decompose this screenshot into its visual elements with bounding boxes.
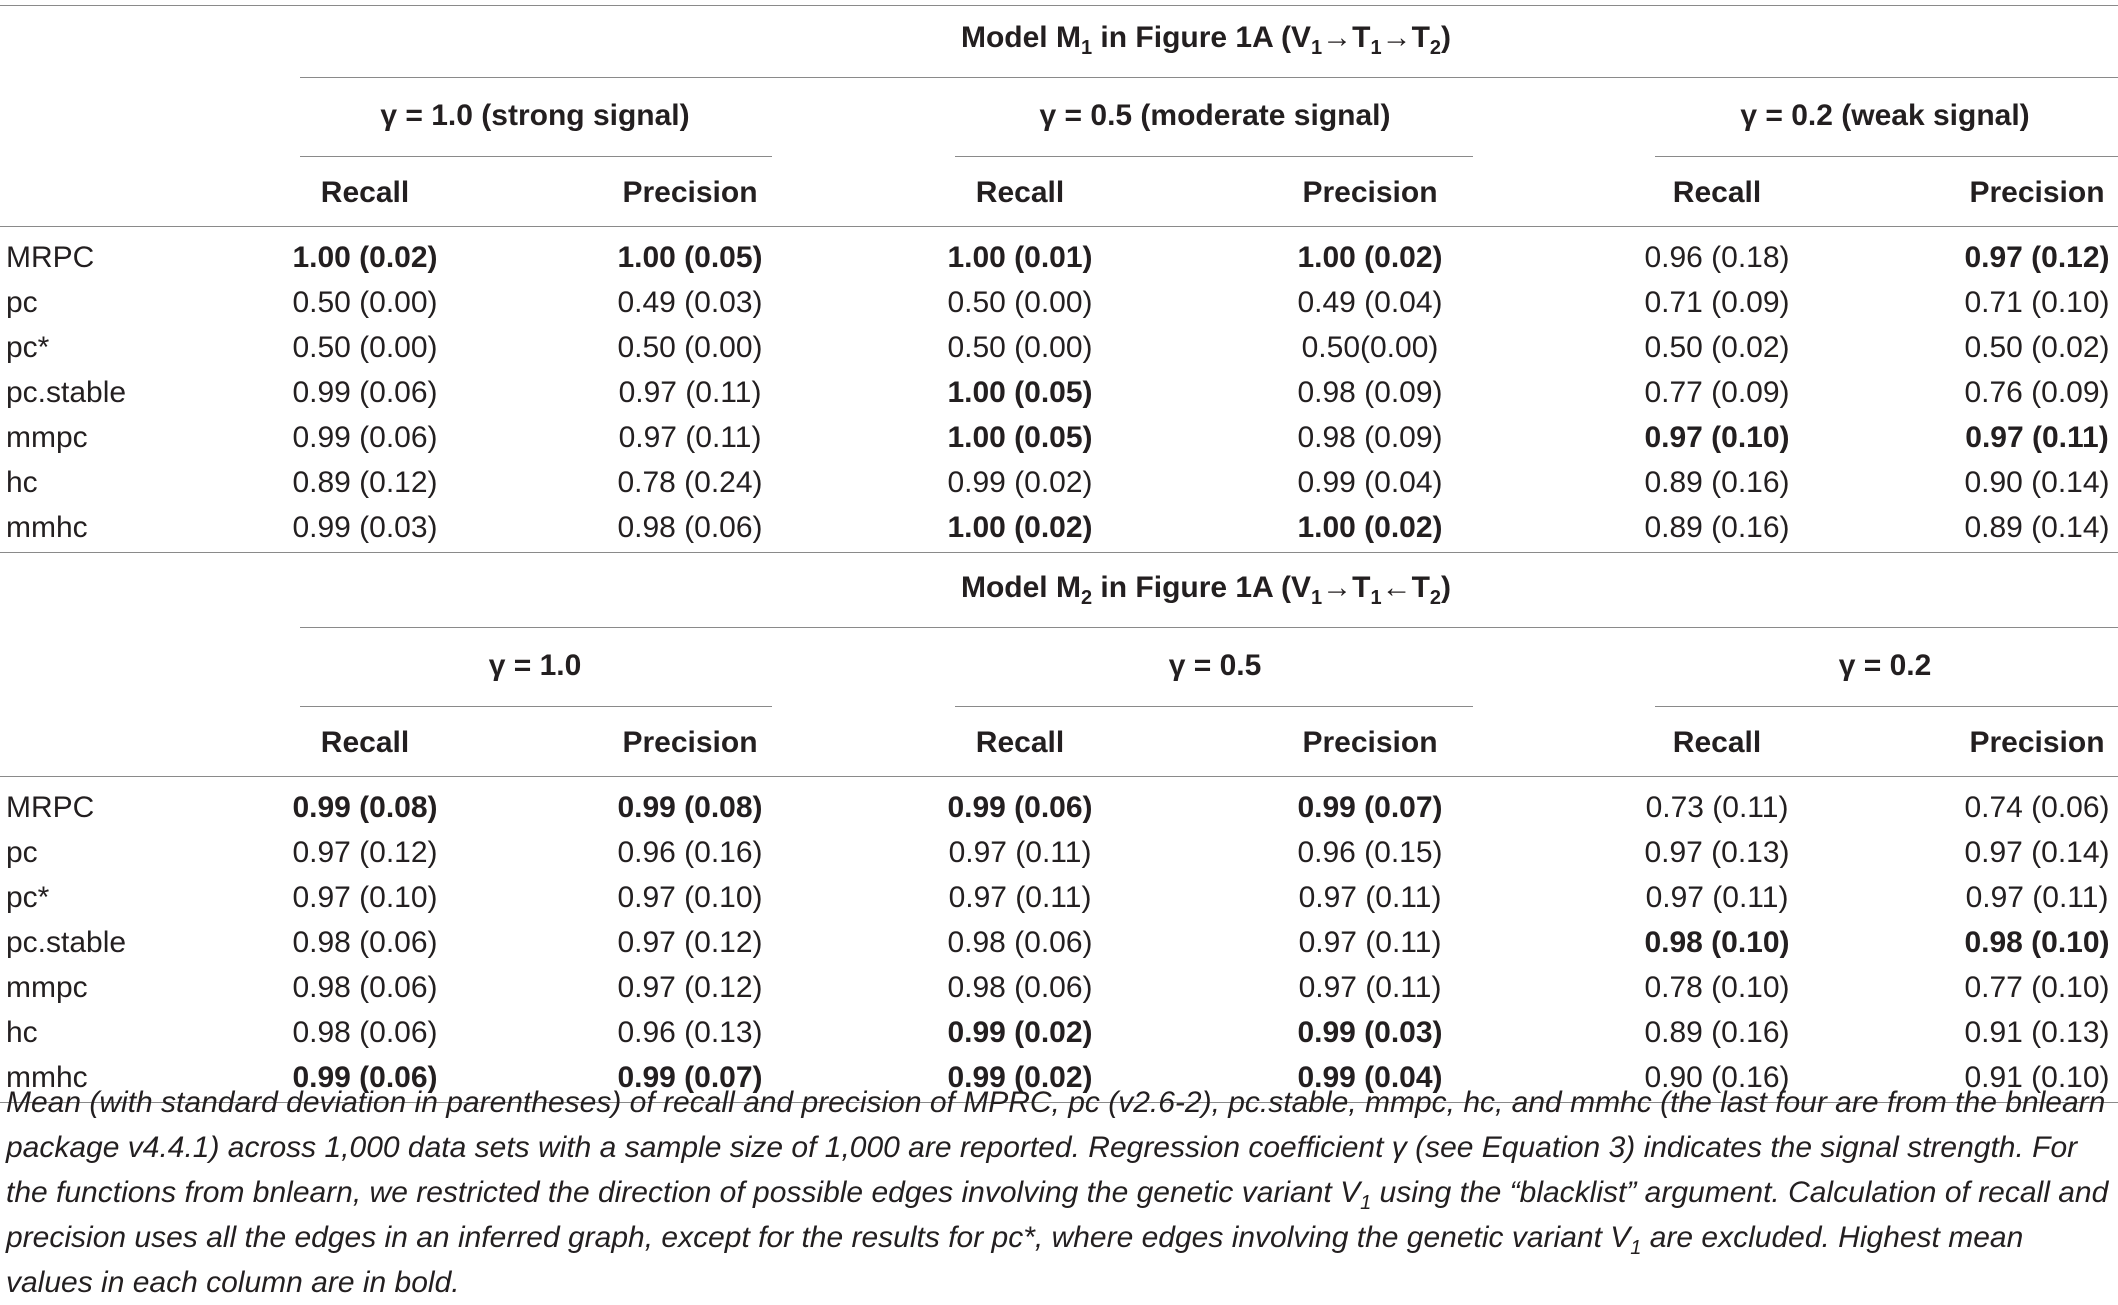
section-title-part: 1: [1080, 37, 1093, 59]
table-cell: 0.97 (0.10): [292, 881, 438, 914]
table-cell: 0.71 (0.10): [1964, 286, 2110, 319]
section-title-part: ): [1441, 21, 1452, 54]
column-header-precision: Precision: [1969, 726, 2105, 759]
table-cell: 0.98 (0.06): [947, 926, 1093, 959]
section-bottom-rule: [0, 552, 2118, 553]
table-top-rule: [0, 5, 2118, 6]
table-cell: 0.90 (0.14): [1964, 466, 2110, 499]
section-title-part: 1: [1370, 37, 1382, 59]
table-cell: 0.99 (0.03): [1297, 1016, 1443, 1049]
table-cell: 0.50 (0.00): [947, 331, 1093, 364]
table-cell: 1.00 (0.02): [1297, 511, 1443, 544]
table-cell: 0.98 (0.09): [1297, 421, 1443, 454]
table-cell: 0.50 (0.00): [947, 286, 1093, 319]
method-label: MRPC: [6, 791, 95, 824]
table-cell: 0.99 (0.04): [1297, 1061, 1443, 1094]
table-cell: 0.99 (0.07): [1297, 791, 1443, 824]
section-title-rule: [300, 77, 2118, 78]
table-cell: 0.97 (0.12): [1964, 241, 2110, 274]
method-label: pc: [6, 836, 38, 869]
section-title-2: [960, 570, 1452, 609]
column-header-precision: Precision: [1302, 726, 1438, 759]
footnote-text-2: using the “blacklist” argument. Calculation of recall and precision uses all the edges in an inferred graph, except for the results for pc*, where edges involving the genetic variant V: [6, 1176, 2109, 1254]
table-cell: 0.96 (0.15): [1297, 836, 1443, 869]
table-cell: 0.98 (0.06): [292, 971, 438, 1004]
table-cell: 0.71 (0.09): [1644, 286, 1790, 319]
table-cell: 1.00 (0.02): [947, 511, 1093, 544]
section-title-rule: [300, 627, 2118, 628]
column-header-precision: Precision: [622, 176, 758, 209]
table-cell: 0.90 (0.16): [1644, 1061, 1790, 1094]
section-title-part: Model M: [960, 21, 1081, 54]
section-title-part: 1: [1370, 587, 1382, 609]
column-header-rule: [0, 226, 2118, 227]
column-header-recall: Recall: [1672, 726, 1762, 759]
table-cell: 0.98 (0.06): [947, 971, 1093, 1004]
column-header-recall: Recall: [1672, 176, 1762, 209]
footnote-text-3: are excluded. Highest mean values in each column are in bold.: [6, 1221, 2024, 1299]
table-cell: 0.97 (0.13): [1644, 836, 1790, 869]
table-cell: 0.77 (0.10): [1964, 971, 2110, 1004]
table-cell: 0.97 (0.11): [1965, 421, 2109, 454]
table-cell: 0.50 (0.02): [1644, 331, 1790, 364]
table-cell: 0.98 (0.06): [617, 511, 763, 544]
method-label: MRPC: [6, 241, 95, 274]
table-cell: 0.89 (0.16): [1644, 466, 1790, 499]
column-header-recall: Recall: [975, 726, 1065, 759]
table-cell: 0.97 (0.11): [1298, 926, 1442, 959]
table-cell: 0.99 (0.08): [292, 791, 438, 824]
table-cell: 0.98 (0.10): [1964, 926, 2110, 959]
section-title-part: T: [1411, 571, 1430, 604]
method-label: pc: [6, 286, 38, 319]
signal-group-header: γ = 0.5 (moderate signal): [1039, 99, 1391, 132]
table-cell: 0.98 (0.06): [292, 1016, 438, 1049]
table-cell: 0.50 (0.02): [1964, 331, 2110, 364]
signal-group-header: γ = 0.2 (weak signal): [1740, 99, 2030, 132]
footnote-subscript-1: 1: [1360, 1192, 1372, 1214]
column-header-rule: [0, 776, 2118, 777]
table-cell: 0.89 (0.14): [1964, 511, 2110, 544]
table-cell: 0.98 (0.09): [1297, 376, 1443, 409]
table-cell: 0.99 (0.02): [947, 466, 1093, 499]
signal-group-rule: [1655, 156, 2118, 157]
signal-group-rule: [955, 156, 1473, 157]
signal-group-rule: [300, 156, 772, 157]
table-cell: 0.98 (0.06): [292, 926, 438, 959]
table-cell: 0.76 (0.09): [1964, 376, 2110, 409]
footnote-text-1: Mean (with standard deviation in parentheses) of recall and precision of MPRC, pc (v2.6-2), pc.stable, mmpc, hc, and mmhc (the last four are from the bnlearn package v4.4.1) across 1,000 data sets with a sample size of 1,000 are reported. Regression coefficient γ (see Equation 3) indicates the signal strength. For the functions from bnlearn, we restricted the direction of possible edges involving the genetic variant V: [6, 1086, 2106, 1209]
signal-group-rule: [300, 706, 772, 707]
table-cell: 0.96 (0.13): [617, 1016, 763, 1049]
table-cell: 0.97 (0.12): [617, 926, 763, 959]
section-title-part: 2: [1080, 587, 1093, 609]
signal-group-header: γ = 1.0 (strong signal): [380, 99, 690, 132]
table-cell: 0.97 (0.11): [1965, 881, 2109, 914]
table-cell: 0.49 (0.03): [617, 286, 763, 319]
table-cell: 1.00 (0.01): [947, 241, 1093, 274]
table-cell: 0.99 (0.02): [947, 1061, 1093, 1094]
table-cell: 0.99 (0.03): [292, 511, 438, 544]
table-cell: 1.00 (0.05): [947, 376, 1093, 409]
table-cell: 0.97 (0.11): [948, 836, 1092, 869]
table-cell: 0.97 (0.11): [1298, 881, 1442, 914]
table-cell: 0.99 (0.07): [617, 1061, 763, 1094]
table-cell: 0.78 (0.10): [1644, 971, 1790, 1004]
table-cell: 0.97 (0.11): [618, 376, 762, 409]
table-cell: 0.97 (0.11): [1645, 881, 1789, 914]
method-label: mmpc: [6, 421, 88, 454]
signal-group-header: γ = 0.5: [1168, 649, 1262, 682]
signal-group-rule: [955, 706, 1473, 707]
table-cell: 0.50 (0.00): [292, 331, 438, 364]
table-cell: 0.97 (0.10): [617, 881, 763, 914]
section-title-part: ←: [1381, 571, 1412, 604]
table-cell: 0.89 (0.12): [292, 466, 438, 499]
column-header-recall: Recall: [320, 726, 410, 759]
method-label: pc*: [6, 331, 50, 364]
table-cell: 0.99 (0.06): [292, 376, 438, 409]
section-title-part: →T: [1322, 571, 1371, 604]
table-cell: 0.97 (0.12): [292, 836, 438, 869]
section-title-part: 2: [1429, 587, 1442, 609]
table-cell: 0.89 (0.16): [1644, 1016, 1790, 1049]
table-cell: 0.99 (0.06): [292, 421, 438, 454]
table-cell: 0.50 (0.00): [292, 286, 438, 319]
method-label: mmhc: [6, 511, 88, 544]
method-label: mmpc: [6, 971, 88, 1004]
table-cell: 1.00 (0.02): [292, 241, 438, 274]
table-cell: 0.99 (0.06): [947, 791, 1093, 824]
table-footnote: [6, 1080, 2110, 1305]
table-cell: 0.78 (0.24): [617, 466, 763, 499]
section-title-part: 2: [1429, 37, 1442, 59]
table-cell: 0.50 (0.00): [617, 331, 763, 364]
method-label: mmhc: [6, 1061, 88, 1094]
section-title-part: →: [1381, 21, 1412, 54]
table-cell: 1.00 (0.02): [1297, 241, 1443, 274]
table-cell: 0.91 (0.10): [1964, 1061, 2110, 1094]
table-cell: 0.97 (0.12): [617, 971, 763, 1004]
table-cell: 0.50(0.00): [1301, 331, 1439, 364]
table-cell: 0.97 (0.11): [618, 421, 762, 454]
footnote-subscript-2: 1: [1630, 1237, 1642, 1259]
table-cell: 1.00 (0.05): [617, 241, 763, 274]
signal-group-rule: [1655, 706, 2118, 707]
section-title-part: in Figure 1A (V: [1092, 21, 1311, 54]
table-cell: 0.73 (0.11): [1645, 791, 1789, 824]
table-cell: 0.97 (0.14): [1964, 836, 2110, 869]
method-label: pc.stable: [6, 376, 127, 409]
table-cell: 0.96 (0.16): [617, 836, 763, 869]
table-cell: 0.97 (0.11): [1298, 971, 1442, 1004]
column-header-recall: Recall: [320, 176, 410, 209]
section-title-part: 1: [1311, 37, 1323, 59]
section-title-part: T: [1411, 21, 1430, 54]
table-cell: 0.74 (0.06): [1964, 791, 2110, 824]
table-cell: 0.96 (0.18): [1644, 241, 1790, 274]
table-cell: 0.99 (0.08): [617, 791, 763, 824]
section-title-1: [960, 20, 1452, 59]
table-cell: 1.00 (0.05): [947, 421, 1093, 454]
section-title-part: ): [1441, 571, 1452, 604]
method-label: pc*: [6, 881, 50, 914]
table-cell: 0.99 (0.02): [947, 1016, 1093, 1049]
method-label: hc: [6, 1016, 38, 1049]
table-cell: 0.97 (0.10): [1644, 421, 1790, 454]
section-title-part: in Figure 1A (V: [1092, 571, 1311, 604]
section-title-part: 1: [1311, 587, 1323, 609]
column-header-precision: Precision: [1302, 176, 1438, 209]
table-cell: 0.99 (0.04): [1297, 466, 1443, 499]
signal-group-header: γ = 0.2: [1838, 649, 1932, 682]
method-label: pc.stable: [6, 926, 127, 959]
table-cell: 0.98 (0.10): [1644, 926, 1790, 959]
table-cell: 0.99 (0.06): [292, 1061, 438, 1094]
section-title-part: Model M: [960, 571, 1081, 604]
column-header-recall: Recall: [975, 176, 1065, 209]
method-label: hc: [6, 466, 38, 499]
table-cell: 0.89 (0.16): [1644, 511, 1790, 544]
column-header-precision: Precision: [1969, 176, 2105, 209]
column-header-precision: Precision: [622, 726, 758, 759]
section-title-part: →T: [1322, 21, 1371, 54]
table-cell: 0.77 (0.09): [1644, 376, 1790, 409]
table-cell: 0.91 (0.13): [1964, 1016, 2110, 1049]
table-cell: 0.97 (0.11): [948, 881, 1092, 914]
table-cell: 0.49 (0.04): [1297, 286, 1443, 319]
signal-group-header: γ = 1.0: [488, 649, 582, 682]
